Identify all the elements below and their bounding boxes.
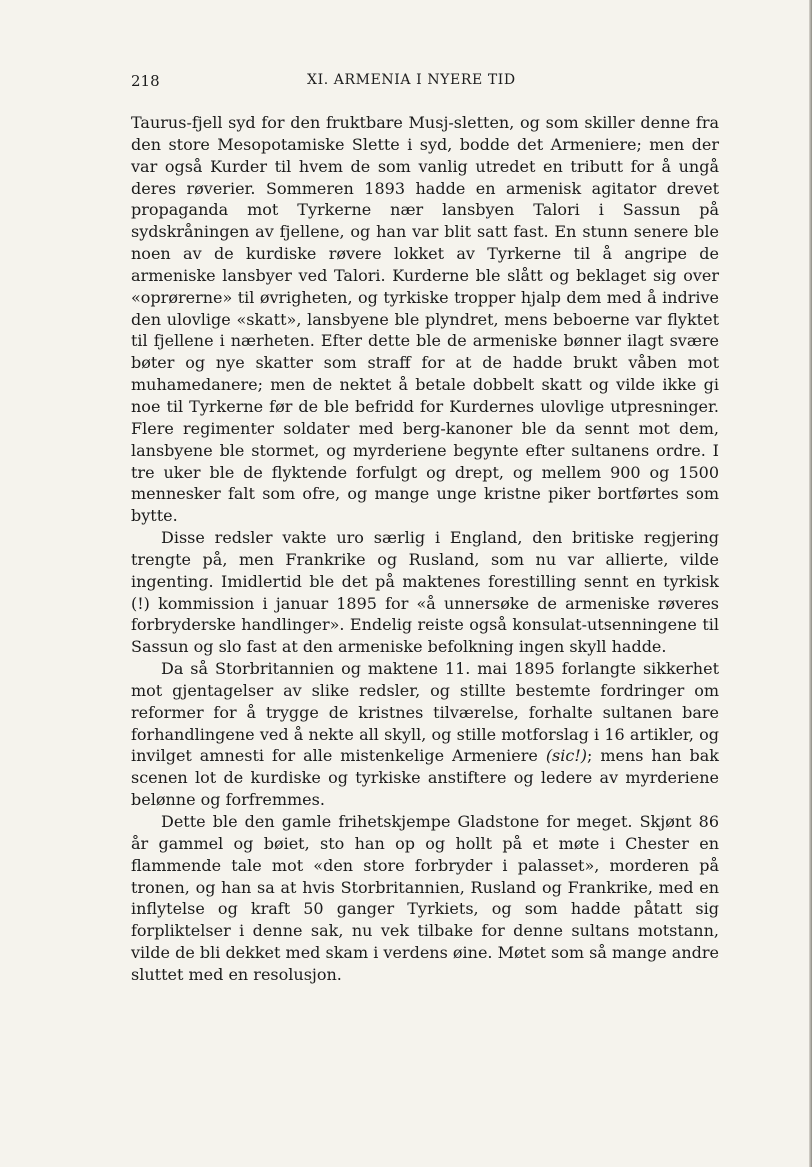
paragraph-1: [131, 112, 719, 527]
paragraph-1-text: Taurus-fjell syd for den fruktbare Musj-sletten, og som skiller denne fra den store Mesopotamiske Slette i syd, bodde det Armeniere; men der var også Kurder til hvem de som vanlig utredet en tributt for å ungå deres røverier. Sommeren 1893 hadde en armenisk agitator drevet propaganda mot Tyrkerne nær lansbyen Talori i Sassun på sydskråningen av fjellene, og han var blit satt fast. En stunn senere ble noen av de kurdiske røvere lokket av Tyrkerne til å angripe de armeniske lansbyer ved Talori. Kurderne ble slått og beklaget sig over «oprørerne» til øvrigheten, og tyrkiske tropper hjalp dem med å indrive den ulovlige «skatt», lansbyene ble plyndret, mens beboerne var flyktet til fjellene i nærheten. Efter dette ble de armeniske bønner ilagt svære bøter og nye skatter som straff for at de hadde brukt våben mot muhamedanere; men de nektet å betale dobbelt skatt og vilde ikke gi noe til Tyrkerne før de ble befridd for Kurdernes ulovlige utpresninger. Flere regimenter soldater med berg-kanoner ble da sennt mot dem, lansbyene ble stormet, og myrderiene begynte efter sultanens ordre. I tre uker ble de flyktende forfulgt og drept, og mellem 900 og 1500 mennesker falt som ofre, og mange unge kristne piker bortførtes som bytte.: [131, 113, 719, 526]
paragraph-4: [131, 811, 719, 986]
paragraph-3: [131, 658, 719, 811]
page-number: 218: [131, 72, 160, 90]
running-head: XI. ARMENIA I NYERE TID: [307, 72, 516, 88]
paragraph-4-text: Dette ble den gamle frihetskjempe Gladstone for meget. Skjønt 86 år gammel og bøiet, sto han op og hollt på et møte i Chester en flammende tale mot «den store forbryder i palasset», morderen på tronen, og han sa at hvis Storbritannien, Rusland og Frankrike, med en inflytelse og kraft 50 ganger Tyrkiets, og som hadde påtatt sig forpliktelser i denne sak, nu vek tilbake for denne sultans motstann, vilde de bli dekket med skam i verdens øine. Møtet som så mange andre sluttet med en resolusjon.: [131, 812, 719, 984]
paragraph-2: [131, 527, 719, 658]
paragraph-3-text-before: Da så Storbritannien og maktene 11. mai 1895 forlangte sikkerhet mot gjentagelser av slike redsler, og stillte bestemte fordringer om reformer for å trygge de kristnes tilværelse, forhalte sultanen bare forhandlingene ved å nekte all skyll, og stille motforslag i 16 artikler, og invilget amnesti for alle mistenkelige Armeniere: [131, 659, 719, 766]
page-header: [131, 72, 719, 96]
paragraph-2-text: Disse redsler vakte uro særlig i England, den britiske regjering trengte på, men Frankrike og Rusland, som nu var allierte, vilde ingenting. Imidlertid ble det på maktenes forestilling sennt en tyrkisk (!) kommission i januar 1895 for «å unnersøke de armeniske røveres forbryderske handlinger». Endelig reiste også konsulat-utsenningene til Sassun og slo fast at den armeniske befolkning ingen skyll hadde.: [131, 528, 719, 657]
paragraph-3-text-after: ; mens han bak scenen lot de kurdiske og tyrkiske anstiftere og ledere av myrderiene belønne og forfremmes.: [131, 746, 719, 810]
paragraph-3-italic: (sic!): [545, 746, 588, 766]
body-text: [131, 112, 719, 986]
